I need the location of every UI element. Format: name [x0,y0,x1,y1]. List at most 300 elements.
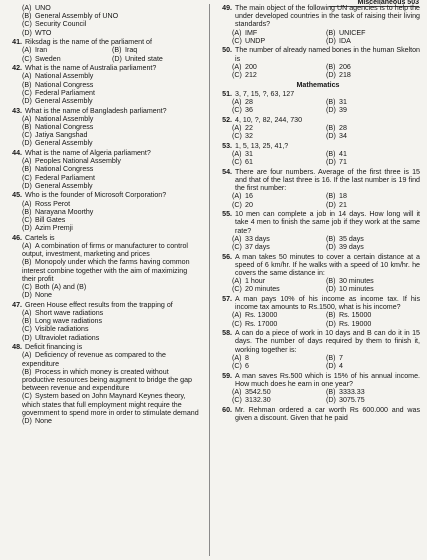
option [22,115,202,123]
option-text: 39 [339,106,347,115]
option [232,106,326,114]
option-letter: (B) [22,80,32,89]
option [326,150,420,158]
option [22,283,202,291]
option-text: 20 minutes [245,285,280,294]
option-text: 3132.30 [245,396,271,405]
option-text: 71 [339,158,347,167]
question [6,38,202,63]
option [232,243,326,251]
option [112,46,202,54]
option-letter: (A) [232,124,242,133]
option [22,325,202,333]
option-letter: (D) [326,71,336,80]
option-letter: (D) [112,54,122,63]
option [22,89,202,97]
right-column [216,4,420,424]
options-list [6,309,202,342]
options-list [216,98,420,114]
option [22,242,202,258]
option-text: National Congress [35,123,94,132]
option [22,224,202,232]
option [232,158,326,166]
option [232,150,326,158]
question-number: 53. [222,141,232,150]
question-text: The main object of the following UN agencies is to help the under developed countries in the task of raising their living standards? [235,4,420,29]
option [326,71,420,79]
option-text: 41 [339,150,347,159]
option-letter: (A) [22,199,32,208]
option-text: General Assembly of UNO [35,12,119,21]
question [6,149,202,190]
option-letter: (C) [232,71,242,80]
option-text: 8 [245,353,249,362]
option-text: Monopoly under which the farms having common interest combine together with the aim of maximizing their profit [22,258,190,283]
option [22,72,202,80]
question-number: 52. [222,115,232,124]
option [22,157,202,165]
option-text: UNICEF [339,28,366,37]
option-text: 28 [245,98,253,107]
option-letter: (B) [22,317,32,326]
question-number: 43. [12,106,22,115]
question-text: What is the name of Algeria parliament? [25,149,151,158]
question [6,64,202,105]
option-letter: (A) [232,28,242,37]
option-letter: (A) [22,4,32,12]
options-list [6,351,202,425]
option [22,131,202,139]
option-text: IMF [245,28,258,37]
option-text: Rs. 15000 [339,311,372,320]
option-letter: (D) [326,285,336,294]
question-text: 4, 10, ?, 82, 244, 730 [235,115,303,124]
question-number: 55. [222,210,232,219]
option-text: 212 [245,71,257,80]
option-text: UNDP [245,36,266,45]
question-number: 60. [222,405,232,414]
option-letter: (A) [22,351,32,360]
option-letter: (A) [22,157,32,166]
option [232,311,326,319]
option [326,63,420,71]
option [22,123,202,131]
option-letter: (C) [232,319,242,328]
section-title: Mathematics [296,80,340,89]
option [232,354,326,362]
option-text: 36 [245,106,253,115]
option [232,192,326,200]
question-number: 47. [12,300,22,309]
option-text: 31 [339,98,347,107]
option-text: WTO [35,28,52,37]
question [216,372,420,405]
option [326,235,420,243]
question-text: 3, 7, 15, ?, 63, 127 [235,89,295,98]
option-letter: (B) [112,46,122,55]
option-text: 32 [245,132,253,141]
option [22,309,202,317]
option [22,317,202,325]
question-number: 50. [222,46,232,55]
option-letter: (B) [326,124,336,133]
question-text: There are four numbers. Average of the first three is 15 and that of the last three is 16. If the last number is 19 find the first number: [235,167,420,193]
option-letter: (D) [22,181,32,190]
question [216,168,420,209]
option-text: Visible radiations [35,325,89,334]
question-text: A man takes 50 minutes to cover a certain distance at a speed of 6 km/hr. If he walks with a speed of 10 km/hr. he covers the same distance in: [235,252,420,278]
option-letter: (C) [22,131,32,140]
option [326,311,420,319]
option-text: None [35,291,52,300]
option-text: General Assembly [35,97,93,106]
option [326,29,420,37]
option [232,235,326,243]
question-list-right [216,90,420,422]
option [326,132,420,140]
option [326,192,420,200]
question [6,343,202,425]
option-text: Process in which money is created without productive resources being augment to bridge the gap between revenue and expenditure [22,367,192,393]
option-letter: (B) [326,234,336,243]
option-letter: (D) [326,106,336,115]
question-text: What is the name of Bangladesh parliament? [25,106,167,115]
option [232,201,326,209]
option [22,258,202,283]
question [216,406,420,422]
option-text: Short wave radiations [35,309,104,318]
options-list [6,200,202,233]
option-text: 31 [245,150,253,159]
options-list [6,157,202,190]
question-list-right-top [216,4,420,79]
options-list [216,388,420,404]
question-text: Deficit financing is [25,343,83,352]
option-letter: (B) [22,207,32,216]
option-letter: (A) [232,234,242,243]
option-letter: (A) [232,311,242,320]
option-letter: (B) [326,192,336,201]
question-number: 48. [12,343,22,352]
option [326,285,420,293]
question-text: 10 men can complete a job in 14 days. How long will it take 4 men to finish the same job if they work at the same rate? [235,210,420,235]
option-text: 28 [339,124,347,133]
option-letter: (B) [326,62,336,71]
option-text: Rs. 19000 [339,319,372,328]
option-text: 3333.33 [339,388,365,397]
question-number: 49. [222,4,232,12]
question-number: 59. [222,371,232,380]
option-letter: (A) [232,150,242,159]
question-text: A man pays 10% of his income as income tax. If his income tax amounts to Rs.1500, what is his income? [235,295,420,312]
option [22,81,202,89]
option [22,46,112,54]
option-letter: (D) [22,333,32,342]
question-number: 54. [222,167,232,176]
question-text: A can do a piece of work in 10 days and B can do it in 15 days. The number of days required by them to finish it, working together is: [235,329,420,354]
options-list [216,63,420,79]
option [22,417,202,425]
question-text: A man saves Rs.500 which is 15% of his annual income. How much does he earn in one year? [235,371,420,388]
question-number: 58. [222,329,232,338]
option-letter: (C) [232,362,242,371]
option [22,97,202,105]
question [216,210,420,251]
options-list [216,150,420,166]
option-text: National Congress [35,80,94,89]
option [22,208,202,216]
option-letter: (A) [22,46,32,55]
option [326,320,420,328]
option-text: 7 [339,353,343,362]
option-text: Sweden [35,54,61,63]
options-list [216,29,420,45]
options-list [216,235,420,251]
option-letter: (B) [326,353,336,362]
option-letter: (A) [232,98,242,107]
question [6,107,202,148]
option-letter: (D) [22,28,32,37]
option-text: Both (A) and (B) [35,283,87,292]
option-letter: (B) [22,123,32,132]
option [326,243,420,251]
option [232,285,326,293]
options-list [216,354,420,370]
question [6,191,202,232]
question [216,295,420,328]
option-letter: (D) [326,200,336,209]
option-letter: (D) [326,243,336,252]
option-letter: (C) [22,54,32,63]
question-number: 56. [222,252,232,261]
option-letter: (A) [232,62,242,71]
option-text: National Assembly [35,72,94,81]
options-list [6,4,202,37]
option [326,98,420,106]
question [216,253,420,294]
option-text: National Assembly [35,114,94,123]
option-text: Narayana Moorthy [35,207,94,216]
question-text: The number of already named bones in the human Skelton is [235,46,420,63]
option-text: A combination of firms or manufacturer to control output, investment, marketing and prices [22,242,188,259]
option [232,29,326,37]
question-text: 1, 5, 13, 25, 41,? [235,141,289,150]
option-letter: (C) [232,396,242,405]
option-letter: (A) [22,114,32,123]
question-list-left [6,38,202,425]
option-letter: (C) [22,216,32,225]
question-number: 42. [12,64,22,73]
option [22,334,202,342]
option-text: National Congress [35,165,94,174]
option-letter: (C) [232,285,242,294]
option-text: 30 minutes [339,277,374,286]
option [232,277,326,285]
options-list [6,72,202,105]
option-letter: (B) [22,367,32,376]
question-text: Riksdag is the name of the parliament of [25,38,152,47]
option-text: Long wave radiations [35,317,103,326]
option-letter: (D) [22,139,32,148]
option-letter: (C) [232,158,242,167]
option-letter: (B) [22,165,32,174]
option-text: Bill Gates [35,216,66,225]
option-letter: (D) [326,319,336,328]
option-letter: (D) [22,224,32,233]
option [232,71,326,79]
option [232,388,326,396]
option [232,98,326,106]
option [22,291,202,299]
option-text: IDA [339,36,351,45]
options-list [6,115,202,148]
option-letter: (A) [22,309,32,318]
option-text: 3075.75 [339,396,365,405]
options-list [6,242,202,299]
option [22,368,202,393]
option-letter: (B) [326,388,336,397]
question [216,116,420,141]
option-letter: (C) [22,20,32,29]
option [326,388,420,396]
option-letter: (B) [326,28,336,37]
option-letter: (C) [22,392,32,401]
left-column [6,4,202,427]
option-text: Azim Premji [35,224,73,233]
option-text: 6 [245,362,249,371]
option [22,139,202,147]
question-text: Green House effect results from the trapping of [25,300,173,309]
option-letter: (B) [326,98,336,107]
option [22,182,202,190]
option-letter: (C) [22,283,32,292]
option-letter: (C) [232,243,242,252]
option-text: 1 hour [245,277,266,286]
question-number: 57. [222,295,232,304]
option-text: 200 [245,62,257,71]
option [326,201,420,209]
option [22,200,202,208]
option-text: Rs. 17000 [245,319,278,328]
option [326,106,420,114]
question [6,301,202,342]
option-letter: (A) [22,242,32,251]
option-text: 218 [339,71,351,80]
option-letter: (D) [326,362,336,371]
option-text: 20 [245,200,253,209]
option [6,12,202,20]
question-text: Mr. Rehman ordered a car worth Rs 600.000 and was given a discount. Given that he paid [235,405,420,423]
option-letter: (C) [232,36,242,45]
option-letter: (D) [22,417,32,426]
option-letter: (A) [232,192,242,201]
option-text: 4 [339,362,343,371]
question-number: 45. [12,191,22,200]
option-letter: (D) [326,132,336,141]
option-text: General Assembly [35,181,93,190]
option-text: 35 days [339,234,364,243]
option-text: 39 days [339,243,364,252]
option-letter: (C) [232,106,242,115]
options-list [6,46,202,62]
option-letter: (C) [22,173,32,182]
option-letter: (A) [232,277,242,286]
option-text: Jatiya Sangshad [35,131,88,140]
question [216,90,420,115]
option-text: Security Council [35,20,87,29]
question [216,46,420,79]
options-list [216,192,420,208]
question-number: 46. [12,233,22,242]
option [6,29,202,37]
option-letter: (B) [326,277,336,286]
question [216,142,420,167]
option-text: Iran [35,46,48,55]
option [22,55,112,63]
question-text: What is the name of Australia parliament? [25,64,157,73]
option-text: UNO [35,4,51,12]
option [232,124,326,132]
continued-options [6,4,202,37]
option [326,354,420,362]
option [232,396,326,404]
question-text: Who is the founder of Microsoft Corporation? [25,191,167,200]
options-list [216,311,420,327]
column-divider [209,4,210,556]
option-text: 37 days [245,243,270,252]
option-text: None [35,417,52,426]
option-text: 33 days [245,234,270,243]
option-text: United state [125,54,163,63]
option [22,392,202,417]
option-letter: (B) [326,150,336,159]
option-letter: (C) [232,132,242,141]
option [232,132,326,140]
option-text: 18 [339,192,347,201]
option-text: 61 [245,158,253,167]
option-letter: (C) [232,200,242,209]
question-number: 41. [12,38,22,47]
option-text: 206 [339,62,351,71]
option-text: Deficiency of revenue as compared to the expenditure [22,351,166,368]
option-text: 3542.50 [245,388,271,397]
option-letter: (D) [326,36,336,45]
option [6,4,202,12]
question-number: 44. [12,149,22,158]
question-text: Cartels is [25,233,55,242]
option [326,37,420,45]
option [232,320,326,328]
option-letter: (A) [232,353,242,362]
option-text: 21 [339,200,347,209]
option [326,158,420,166]
option-text: 34 [339,132,347,141]
option [326,396,420,404]
option [22,174,202,182]
option [326,124,420,132]
option-letter: (C) [22,88,32,97]
option [22,216,202,224]
option-text: Ross Perot [35,199,71,208]
option-letter: (A) [22,72,32,81]
option [22,351,202,367]
option-text: 16 [245,192,253,201]
option-text: Ultraviolet radiations [35,333,100,342]
option-text: Iraq [125,46,138,55]
running-header: Miscellaneous 503 [329,0,419,7]
question-number: 51. [222,89,232,98]
options-list [216,277,420,293]
